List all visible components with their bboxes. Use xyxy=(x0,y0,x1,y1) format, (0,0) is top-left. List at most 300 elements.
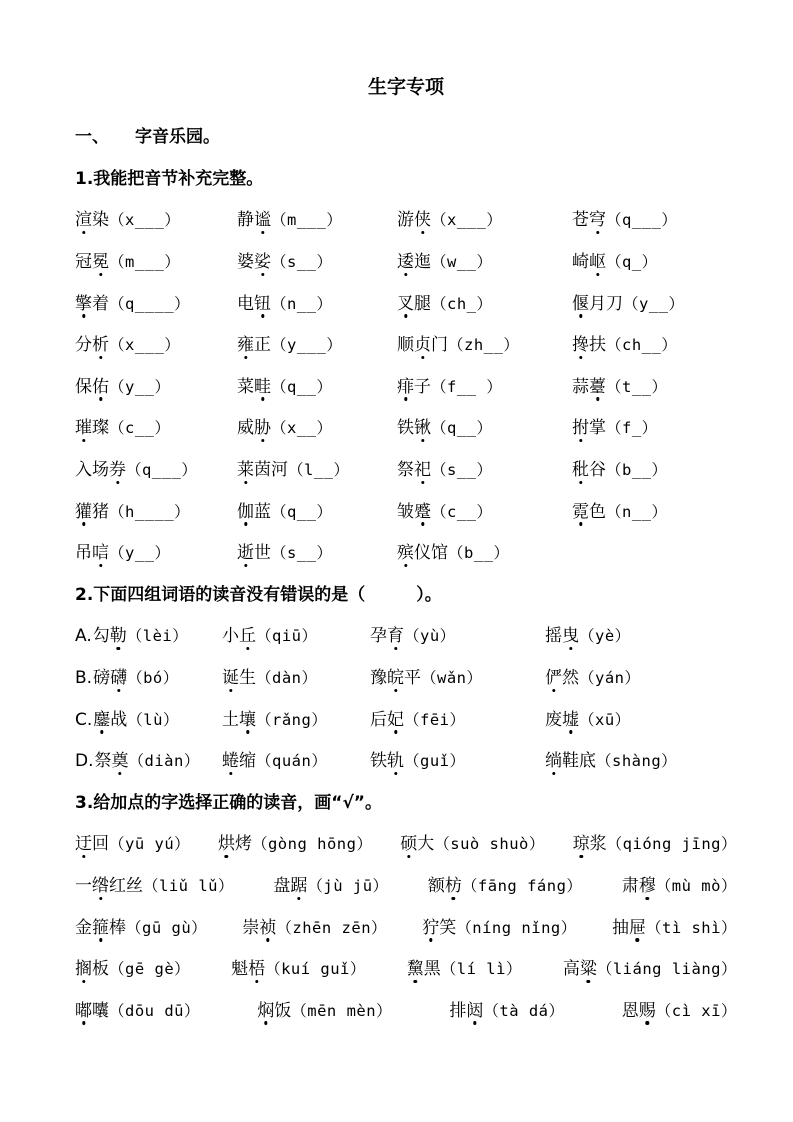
word-cell xyxy=(545,663,737,688)
word-cell xyxy=(397,330,572,355)
dotted-char: 唁 xyxy=(92,538,109,563)
word-row xyxy=(75,239,737,281)
word-cell xyxy=(622,871,737,896)
word-item xyxy=(572,294,685,314)
dotted-char: 鏖 xyxy=(93,705,110,730)
word-cell xyxy=(237,289,397,314)
word-row xyxy=(75,322,737,364)
word-cell xyxy=(75,829,190,854)
multiple-choice-list xyxy=(75,613,737,779)
dotted-char: 娑 xyxy=(254,247,271,272)
word-item xyxy=(75,418,171,438)
word-cell xyxy=(545,746,737,771)
pinyin-blank: （h____） xyxy=(109,502,191,521)
dotted-char: 丘 xyxy=(239,621,256,646)
word-cell xyxy=(422,913,577,938)
word-item xyxy=(95,751,200,771)
word-item xyxy=(75,543,171,563)
pinyin-blank: （lù） xyxy=(127,710,179,729)
word-row xyxy=(75,821,737,863)
dotted-char: 穆 xyxy=(639,871,656,896)
word-cell xyxy=(407,954,522,979)
dotted-char: 梧 xyxy=(248,954,265,979)
pinyin-blank: （jù jū） xyxy=(307,876,389,895)
dotted-char: 冕 xyxy=(92,247,109,272)
word-item xyxy=(572,418,658,438)
word-text: 嘟囔 xyxy=(75,1001,109,1021)
word-item xyxy=(397,335,519,355)
pinyin-blank: （c__） xyxy=(109,419,171,438)
pinyin-blank: （shàng） xyxy=(596,752,678,771)
word-text: 崇祯 xyxy=(242,918,276,938)
word-row xyxy=(75,280,737,322)
word-item xyxy=(449,1001,564,1021)
word-row xyxy=(75,405,737,447)
word-text: 摇曳 xyxy=(545,626,579,646)
word-cell xyxy=(242,913,387,938)
dotted-char: 曳 xyxy=(562,621,579,646)
pinyin-blank: （gòng hōng） xyxy=(251,835,373,854)
word-item xyxy=(572,377,668,397)
word-row xyxy=(75,197,737,239)
word-cell xyxy=(75,746,222,771)
word-text: 渲染 xyxy=(75,210,109,230)
pinyin-blank: （m___） xyxy=(271,211,343,230)
word-item xyxy=(93,626,189,646)
dotted-char: 佑 xyxy=(92,372,109,397)
word-cell xyxy=(397,372,572,397)
pinyin-blank: （s__） xyxy=(271,253,333,272)
word-item xyxy=(222,626,318,646)
word-cell xyxy=(75,372,237,397)
word-cell xyxy=(237,247,397,272)
dotted-char: 迂 xyxy=(75,829,92,854)
word-text: 勾勒 xyxy=(93,626,127,646)
dotted-char: 祯 xyxy=(259,913,276,938)
word-text: 霓色 xyxy=(572,502,606,522)
word-text: 分析 xyxy=(75,335,109,355)
word-text: 豫皖平 xyxy=(370,668,421,688)
pinyin-blank: （s__） xyxy=(271,544,333,563)
dotted-char: 礴 xyxy=(110,663,127,688)
word-item xyxy=(397,543,510,563)
pinyin-blank: （gē gè） xyxy=(109,960,191,979)
word-text: 顺贞门 xyxy=(397,335,448,355)
question1-heading: 1.我能把音节补充完整。 xyxy=(75,168,264,189)
word-cell xyxy=(75,247,237,272)
word-item xyxy=(397,252,493,272)
word-cell xyxy=(572,205,737,230)
pinyin-blank: （lí lì） xyxy=(440,960,522,979)
word-row xyxy=(75,696,737,738)
word-text: 伽蓝 xyxy=(237,502,271,522)
dotted-char: 渲 xyxy=(75,205,92,230)
pinyin-blank: （q___） xyxy=(606,211,678,230)
word-text: 电钮 xyxy=(237,294,271,314)
word-text: 孕育 xyxy=(370,626,404,646)
word-text: 静谧 xyxy=(237,210,271,230)
word-cell xyxy=(222,663,370,688)
word-text: 一绺红丝 xyxy=(75,876,143,896)
word-item xyxy=(75,918,207,938)
pinyin-blank: （rǎng） xyxy=(256,710,328,729)
pinyin-blank: （níng nǐng） xyxy=(456,918,577,937)
word-item xyxy=(222,668,318,688)
word-cell xyxy=(397,289,572,314)
word-item xyxy=(622,876,737,896)
word-item xyxy=(572,502,668,522)
pinyin-blank: （s__） xyxy=(431,461,493,480)
word-cell xyxy=(75,205,237,230)
word-item xyxy=(93,710,179,730)
word-text: 俨然 xyxy=(545,668,579,688)
pinyin-blank: （ch__） xyxy=(606,336,678,355)
word-cell xyxy=(400,829,545,854)
word-cell xyxy=(75,705,222,730)
word-text: 入场券 xyxy=(75,460,126,480)
word-item xyxy=(257,1001,392,1021)
word-text: 菜畦 xyxy=(237,377,271,397)
dotted-char: 谧 xyxy=(254,205,271,230)
word-item xyxy=(572,335,677,355)
word-text: 琼浆 xyxy=(573,834,607,854)
word-text: 威胁 xyxy=(237,418,271,438)
word-item xyxy=(75,1001,200,1021)
pinyin-blank: （q____） xyxy=(109,294,191,313)
dotted-char: 硕 xyxy=(400,829,417,854)
pinyin-blank: （guǐ） xyxy=(404,752,466,771)
pinyin-blank: （liáng liàng） xyxy=(596,960,737,979)
word-cell xyxy=(572,497,737,522)
dotted-char: 薹 xyxy=(589,372,606,397)
word-item xyxy=(407,959,522,979)
pinyin-blank: （liǔ lǔ） xyxy=(143,876,234,895)
word-text: 恩赐 xyxy=(622,1001,656,1021)
dotted-char: 育 xyxy=(387,621,404,646)
word-cell xyxy=(237,455,397,480)
pinyin-blank: （y__） xyxy=(623,294,685,313)
word-text: 吊唁 xyxy=(75,543,109,563)
word-text: 獾猪 xyxy=(75,502,109,522)
pinyin-blank: （tì shì） xyxy=(645,918,737,937)
word-cell xyxy=(572,330,737,355)
word-cell xyxy=(572,247,737,272)
word-cell xyxy=(572,413,737,438)
pinyin-blank: （q__） xyxy=(271,377,333,396)
pinyin-blank: （b__） xyxy=(606,461,668,480)
word-text: 皱蹙 xyxy=(397,502,431,522)
pinyin-blank: （xū） xyxy=(579,710,631,729)
dotted-char: 烘 xyxy=(218,829,235,854)
pinyin-blank: （f_） xyxy=(606,419,658,438)
pinyin-blank: （yè） xyxy=(579,627,631,646)
word-item xyxy=(222,751,327,771)
word-cell xyxy=(75,663,222,688)
word-text: 叉腿 xyxy=(397,294,431,314)
word-cell xyxy=(612,913,737,938)
dotted-char: 搀 xyxy=(572,330,589,355)
section1-number: 一、 xyxy=(75,127,109,148)
word-item xyxy=(370,710,466,730)
word-cell xyxy=(572,455,737,480)
word-text: 保佑 xyxy=(75,377,109,397)
pinyin-blank: （y__） xyxy=(109,377,171,396)
word-item xyxy=(237,294,333,314)
dotted-char: 逝 xyxy=(237,538,254,563)
word-row xyxy=(75,488,737,530)
word-item xyxy=(75,335,180,355)
dotted-char: 诞 xyxy=(222,663,239,688)
dotted-char: 侠 xyxy=(414,205,431,230)
word-item xyxy=(572,210,677,230)
word-row xyxy=(75,613,737,655)
word-item xyxy=(572,460,668,480)
word-cell xyxy=(370,621,545,646)
word-cell xyxy=(397,538,572,563)
word-item xyxy=(397,502,493,522)
word-item xyxy=(237,210,342,230)
word-cell xyxy=(237,205,397,230)
option-label: C. xyxy=(75,709,93,730)
word-row xyxy=(75,530,737,572)
pinyin-blank: （c__） xyxy=(431,502,493,521)
word-cell xyxy=(273,871,388,896)
word-text: 擎着 xyxy=(75,294,109,314)
dotted-char: 逶 xyxy=(397,247,414,272)
dotted-char: 璀 xyxy=(75,413,92,438)
word-row xyxy=(75,364,737,406)
word-cell xyxy=(257,996,392,1021)
word-item xyxy=(75,502,190,522)
pinyin-blank: （bó） xyxy=(127,669,179,688)
option-label: B. xyxy=(75,668,93,689)
word-text: 烘烤 xyxy=(218,834,252,854)
word-text: 崎岖 xyxy=(572,252,606,272)
word-cell xyxy=(237,413,397,438)
word-item xyxy=(422,918,577,938)
pinyin-blank: （yū yú） xyxy=(109,835,191,854)
word-cell xyxy=(75,538,237,563)
word-cell xyxy=(370,663,545,688)
pinyin-blank: （wǎn） xyxy=(421,669,483,688)
word-text: 魁梧 xyxy=(231,959,265,979)
word-cell xyxy=(397,413,572,438)
word-item xyxy=(400,834,545,854)
pinyin-blank: （b__） xyxy=(448,544,510,563)
dotted-char: 屉 xyxy=(629,913,646,938)
word-cell xyxy=(572,372,737,397)
pinyin-blank: （w__） xyxy=(431,253,493,272)
word-item xyxy=(75,460,197,480)
word-cell xyxy=(449,996,564,1021)
dotted-char: 琼 xyxy=(573,829,590,854)
word-row xyxy=(75,863,737,905)
word-cell xyxy=(563,954,737,979)
pinyin-blank: （zhēn zēn） xyxy=(276,918,388,937)
dotted-char: 壤 xyxy=(239,705,256,730)
dotted-char: 墟 xyxy=(562,705,579,730)
word-text: 额枋 xyxy=(428,876,462,896)
word-text: 抽屉 xyxy=(612,918,646,938)
pinyin-blank: （q_） xyxy=(606,253,658,272)
pinyin-blank: （mēn mèn） xyxy=(291,1001,393,1020)
dotted-char: 莱 xyxy=(237,455,254,480)
word-text: 祭奠 xyxy=(95,751,129,771)
word-text: 金箍棒 xyxy=(75,918,126,938)
word-text: 搀扶 xyxy=(572,335,606,355)
pinyin-blank: （n__） xyxy=(606,502,668,521)
word-text: 痱子 xyxy=(397,377,431,397)
word-text: 磅礴 xyxy=(93,668,127,688)
dotted-char: 胁 xyxy=(254,413,271,438)
word-text: 婆娑 xyxy=(237,252,271,272)
word-cell xyxy=(237,372,397,397)
dotted-char: 殡 xyxy=(397,538,414,563)
dotted-char: 粱 xyxy=(580,954,597,979)
option-label: D. xyxy=(75,751,94,772)
word-text: 狞笑 xyxy=(422,918,456,938)
word-text: 迂回 xyxy=(75,834,109,854)
pinyin-blank: （gū gù） xyxy=(126,918,208,937)
dotted-char: 轨 xyxy=(387,746,404,771)
word-text: 鏖战 xyxy=(93,710,127,730)
word-item xyxy=(237,335,342,355)
word-text: 土壤 xyxy=(222,710,256,730)
word-cell xyxy=(222,705,370,730)
pinyin-blank: （cì xī） xyxy=(655,1001,737,1020)
word-text: 蒜薹 xyxy=(572,377,606,397)
word-item xyxy=(237,252,333,272)
section1-heading xyxy=(75,114,737,156)
word-item xyxy=(242,918,387,938)
word-text: 硕大 xyxy=(400,834,434,854)
dotted-char: 贞 xyxy=(414,330,431,355)
word-cell xyxy=(75,996,200,1021)
word-text: 绱鞋底 xyxy=(545,751,596,771)
dotted-char: 拊 xyxy=(572,413,589,438)
dotted-char: 钮 xyxy=(254,289,271,314)
word-item xyxy=(75,252,180,272)
word-item xyxy=(370,626,456,646)
word-text: 璀璨 xyxy=(75,418,109,438)
pinyin-blank: （kuí guǐ） xyxy=(265,960,366,979)
pinyin-blank: （zh__） xyxy=(448,336,520,355)
syllable-fill-list xyxy=(75,197,737,571)
pinyin-blank: （dōu dū） xyxy=(109,1001,200,1020)
word-item xyxy=(237,460,350,480)
word-item xyxy=(237,543,333,563)
dotted-char: 踞 xyxy=(290,871,307,896)
dotted-char: 绱 xyxy=(545,746,562,771)
dotted-char: 痱 xyxy=(397,372,414,397)
word-item xyxy=(370,751,466,771)
pinyin-blank: （m___） xyxy=(109,253,181,272)
word-item xyxy=(93,668,179,688)
pinyin-blank: （l__） xyxy=(288,461,350,480)
dotted-char: 勒 xyxy=(110,621,127,646)
word-item xyxy=(545,668,641,688)
dotted-char: 叉 xyxy=(397,289,414,314)
pinyin-blank: （q__） xyxy=(271,502,333,521)
word-item xyxy=(75,876,234,896)
word-cell xyxy=(573,829,737,854)
pinyin-blank: （lèi） xyxy=(126,627,189,646)
pinyin-blank: （n__） xyxy=(271,294,333,313)
word-item xyxy=(428,876,583,896)
word-item xyxy=(573,834,737,854)
word-cell xyxy=(75,497,237,522)
dotted-char: 黧 xyxy=(407,954,424,979)
word-text: 焖饭 xyxy=(257,1001,291,1021)
word-cell xyxy=(75,871,234,896)
word-item xyxy=(75,210,180,230)
word-text: 后妃 xyxy=(370,710,404,730)
pinyin-blank: （x___） xyxy=(109,336,181,355)
word-item xyxy=(622,1001,737,1021)
word-item xyxy=(273,876,388,896)
word-text: 冠冕 xyxy=(75,252,109,272)
word-item xyxy=(218,834,373,854)
word-cell xyxy=(428,871,583,896)
pinyin-blank: （yán） xyxy=(579,669,641,688)
dotted-char: 嘟 xyxy=(75,996,92,1021)
question2-heading: 2.下面四组词语的读音没有错误的是（ ）。 xyxy=(75,584,442,605)
word-item xyxy=(397,377,502,397)
word-cell xyxy=(75,455,237,480)
dotted-char: 狞 xyxy=(422,913,439,938)
word-cell xyxy=(370,705,545,730)
word-cell xyxy=(75,621,222,646)
word-text: 肃穆 xyxy=(622,876,656,896)
pinyin-blank: （quán） xyxy=(256,752,328,771)
word-text: 逝世 xyxy=(237,543,271,563)
dotted-char: 雍 xyxy=(237,330,254,355)
word-item xyxy=(237,502,333,522)
word-text: 偃月刀 xyxy=(572,294,623,314)
word-text: 盘踞 xyxy=(273,876,307,896)
pinyin-blank: （fēi） xyxy=(404,710,466,729)
dotted-char: 券 xyxy=(109,455,126,480)
dotted-char: 祀 xyxy=(414,455,431,480)
pinyin-blank: （q___） xyxy=(126,461,198,480)
word-row xyxy=(75,946,737,988)
word-item xyxy=(370,668,483,688)
pinyin-blank: （diàn） xyxy=(128,752,200,771)
word-item xyxy=(612,918,737,938)
dotted-char: 搁 xyxy=(75,954,92,979)
dotted-char: 蹙 xyxy=(414,497,431,522)
word-text: 铁锹 xyxy=(397,418,431,438)
page-title: 生字专项 xyxy=(367,76,444,98)
word-item xyxy=(545,626,631,646)
word-item xyxy=(75,959,190,979)
word-text: 排闼 xyxy=(449,1001,483,1021)
word-cell xyxy=(397,205,572,230)
pinyin-blank: （x___） xyxy=(109,211,181,230)
word-text: 小丘 xyxy=(222,626,256,646)
dotted-char: 闼 xyxy=(466,996,483,1021)
word-row xyxy=(75,904,737,946)
dotted-char: 奠 xyxy=(112,746,129,771)
pinyin-blank: （qiū） xyxy=(256,627,318,646)
dotted-char: 锹 xyxy=(414,413,431,438)
dotted-char: 秕 xyxy=(572,455,589,480)
pinyin-blank: （q__） xyxy=(431,419,493,438)
word-text: 游侠 xyxy=(397,210,431,230)
word-item xyxy=(545,710,631,730)
word-cell xyxy=(75,954,190,979)
dotted-char: 俨 xyxy=(545,663,562,688)
